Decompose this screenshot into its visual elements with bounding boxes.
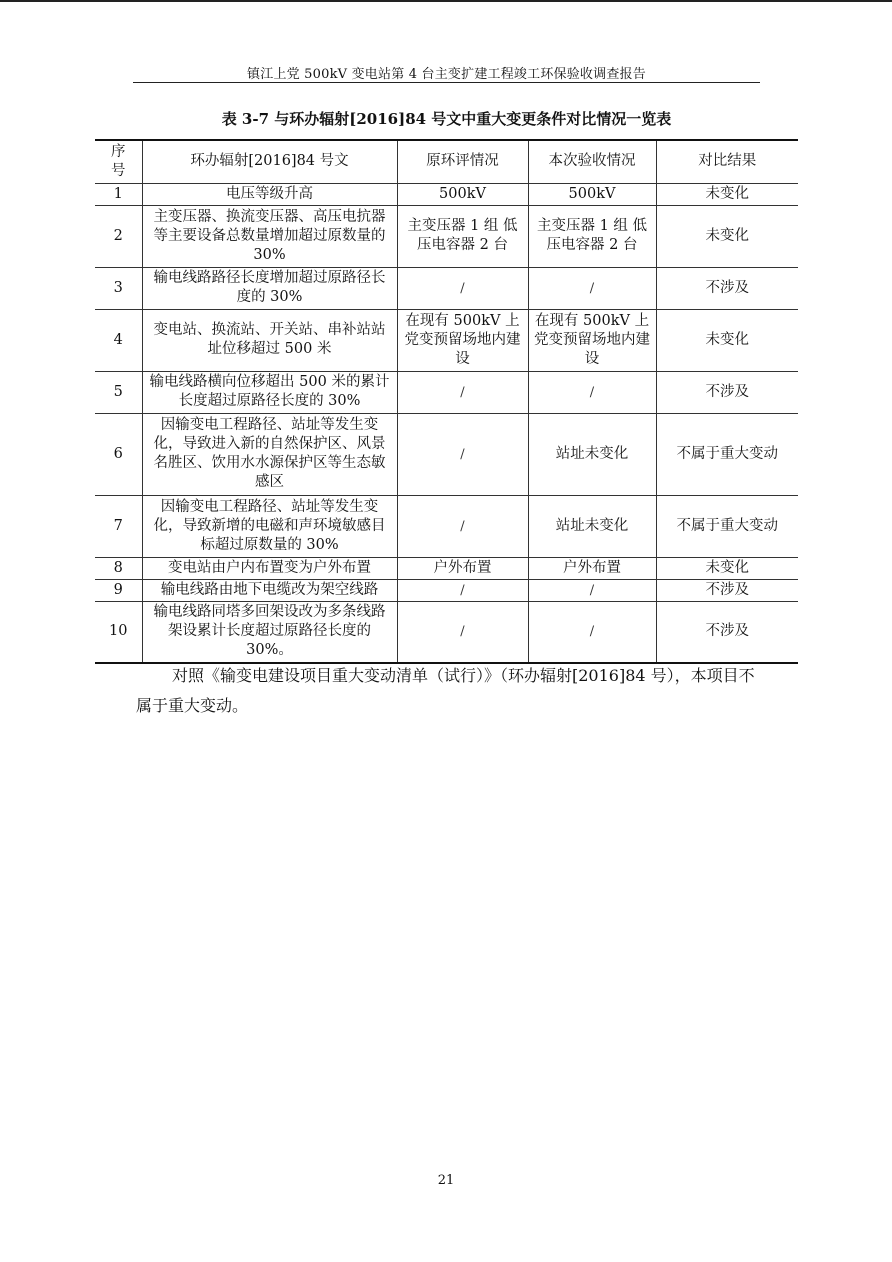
cell-original: 主变压器 1 组 低压电容器 2 台: [397, 205, 528, 267]
cell-original: 在现有 500kV 上党变预留场地内建设: [397, 309, 528, 371]
conclusion-text: 对照《输变电建设项目重大变动清单（试行）》（环办辐射[2016]84 号），本项目不属于重大变动。: [136, 666, 755, 715]
cell-no: 10: [95, 601, 142, 663]
cell-current: /: [528, 579, 656, 601]
cell-condition: 电压等级升高: [142, 183, 397, 205]
cell-current: 站址未变化: [528, 495, 656, 557]
cell-result: 不涉及: [656, 371, 798, 413]
col-header-current: 本次验收情况: [528, 140, 656, 183]
cell-original: /: [397, 495, 528, 557]
table-row: [95, 183, 798, 205]
cell-no: 1: [95, 183, 142, 205]
col-header-no: 序号: [95, 140, 142, 183]
cell-original: /: [397, 371, 528, 413]
header-rule: [133, 82, 760, 83]
cell-current: 主变压器 1 组 低压电容器 2 台: [528, 205, 656, 267]
cell-no: 8: [95, 557, 142, 579]
cell-result: 不属于重大变动: [656, 413, 798, 495]
table-row: [95, 579, 798, 601]
cell-current: 站址未变化: [528, 413, 656, 495]
cell-result: 未变化: [656, 183, 798, 205]
cell-result: 未变化: [656, 557, 798, 579]
cell-result: 不涉及: [656, 579, 798, 601]
cell-condition: 因输变电工程路径、站址等发生变化，导致新增的电磁和声环境敏感目标超过原数量的 30%: [142, 495, 397, 557]
conclusion-paragraph: [136, 661, 766, 721]
col-header-result: 对比结果: [656, 140, 798, 183]
cell-result: 不涉及: [656, 601, 798, 663]
table-row: [95, 371, 798, 413]
table-row: [95, 267, 798, 309]
cell-no: 7: [95, 495, 142, 557]
cell-condition: 主变压器、换流变压器、高压电抗器等主要设备总数量增加超过原数量的 30%: [142, 205, 397, 267]
cell-condition: 变电站由户内布置变为户外布置: [142, 557, 397, 579]
table-row: [95, 601, 798, 663]
cell-condition: 输电线路横向位移超出 500 米的累计长度超过原路径长度的 30%: [142, 371, 397, 413]
cell-result: 未变化: [656, 205, 798, 267]
running-header: 镇江上党 500kV 变电站第 4 台主变扩建工程竣工环保验收调查报告: [247, 67, 646, 82]
cell-current: 500kV: [528, 183, 656, 205]
col-header-original: 原环评情况: [397, 140, 528, 183]
page-top-border: [0, 0, 892, 2]
page-number: 21: [437, 1173, 455, 1188]
table-row: [95, 557, 798, 579]
cell-condition: 输电线路由地下电缆改为架空线路: [142, 579, 397, 601]
cell-result: 不属于重大变动: [656, 495, 798, 557]
cell-no: 6: [95, 413, 142, 495]
cell-original: 户外布置: [397, 557, 528, 579]
table-row: [95, 309, 798, 371]
table-header-row: [95, 140, 798, 183]
cell-current: 在现有 500kV 上党变预留场地内建设: [528, 309, 656, 371]
col-header-condition: 环办辐射[2016]84 号文: [142, 140, 397, 183]
cell-condition: 因输变电工程路径、站址等发生变化，导致进入新的自然保护区、风景名胜区、饮用水水源保护区等生态敏感区: [142, 413, 397, 495]
cell-no: 2: [95, 205, 142, 267]
cell-current: /: [528, 267, 656, 309]
table-row: [95, 205, 798, 267]
table-body: [95, 183, 798, 663]
cell-original: /: [397, 267, 528, 309]
cell-result: 未变化: [656, 309, 798, 371]
cell-result: 不涉及: [656, 267, 798, 309]
cell-no: 9: [95, 579, 142, 601]
cell-current: /: [528, 371, 656, 413]
table-row: [95, 495, 798, 557]
cell-original: /: [397, 601, 528, 663]
cell-current: /: [528, 601, 656, 663]
cell-original: /: [397, 579, 528, 601]
comparison-table: [95, 139, 798, 664]
table-caption: 表 3-7 与环办辐射[2016]84 号文中重大变更条件对比情况一览表: [221, 110, 672, 128]
cell-condition: 输电线路路径长度增加超过原路径长度的 30%: [142, 267, 397, 309]
cell-original: /: [397, 413, 528, 495]
cell-no: 5: [95, 371, 142, 413]
cell-condition: 输电线路同塔多回架设改为多条线路架设累计长度超过原路径长度的 30%。: [142, 601, 397, 663]
cell-condition: 变电站、换流站、开关站、串补站站址位移超过 500 米: [142, 309, 397, 371]
table-row: [95, 413, 798, 495]
cell-no: 4: [95, 309, 142, 371]
cell-current: 户外布置: [528, 557, 656, 579]
cell-original: 500kV: [397, 183, 528, 205]
cell-no: 3: [95, 267, 142, 309]
